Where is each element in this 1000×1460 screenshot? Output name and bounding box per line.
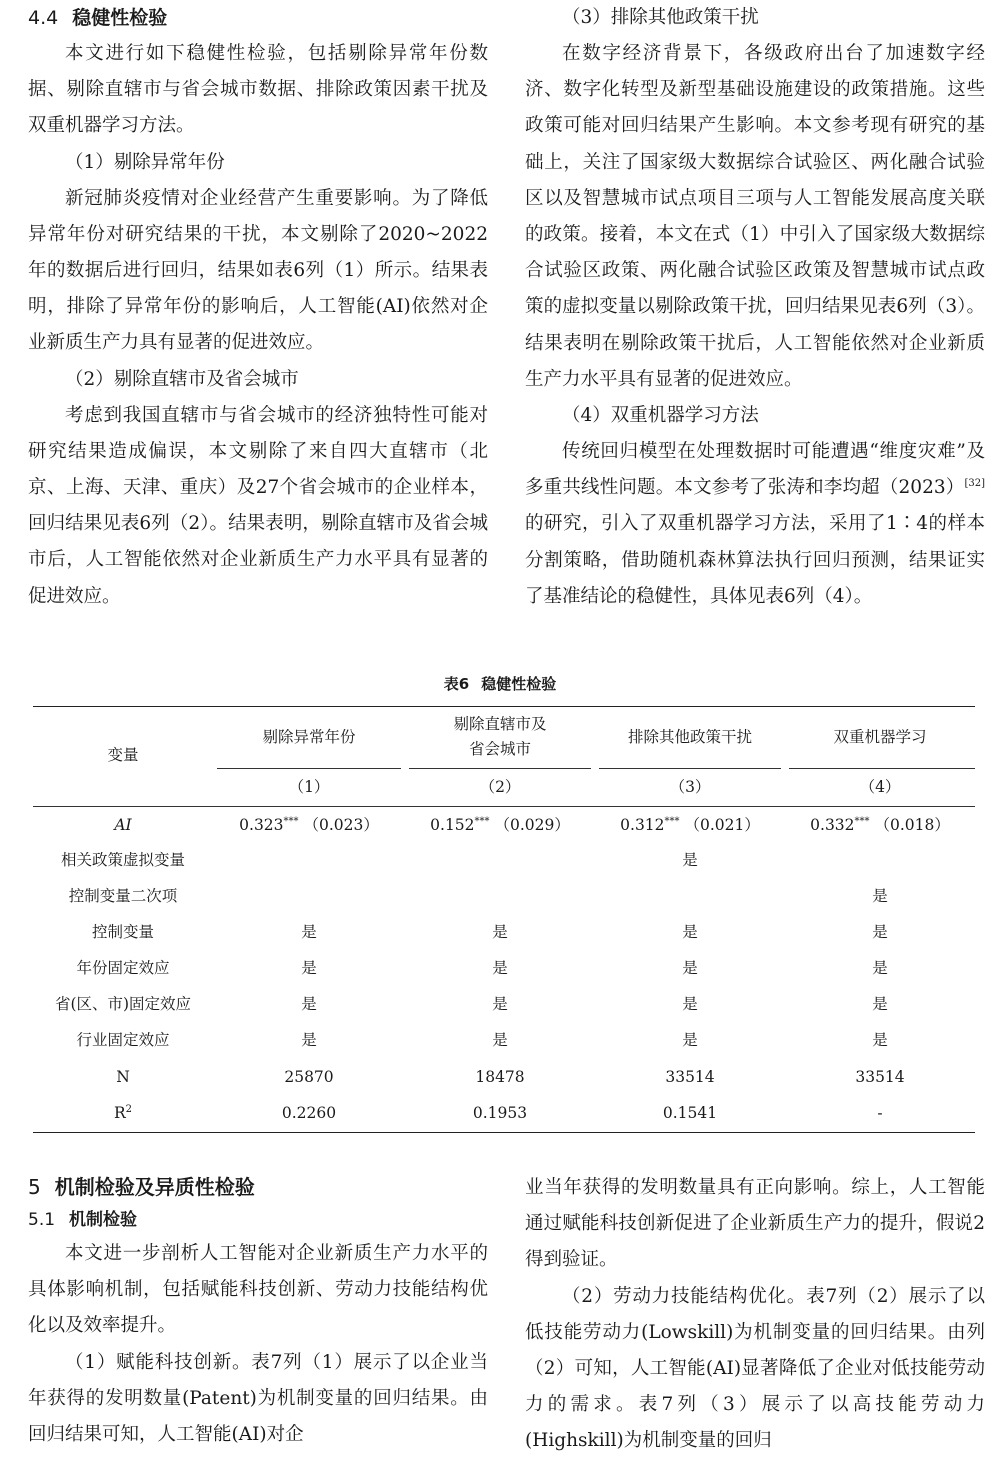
table-cell: 是 — [492, 923, 508, 941]
table-col-num-4: （4） — [859, 778, 901, 796]
table-ai-cell-3: 0.312*** （0.021） — [620, 815, 760, 834]
table-cell: - — [877, 1104, 883, 1122]
table-col-num-2: （2） — [479, 778, 521, 796]
intro-paragraph: 本文进行如下稳健性检验，包括剔除异常年份数据、剔除直辖市与省会城市数据、排除政策因素干扰及双重机器学习方法。 — [28, 43, 488, 137]
table-ai-cell-1: 0.323*** （0.023） — [239, 815, 379, 834]
table-col-num-3: （3） — [669, 778, 711, 796]
table-row-r2-label: $R^2$ — [113, 1103, 133, 1122]
table-ai-cell-2: 0.152*** （0.029） — [430, 815, 570, 834]
table-cell: 0.2260 — [281, 1104, 337, 1122]
table-row-label: 行业固定效应 — [76, 1031, 170, 1049]
right-column-top — [525, 0, 985, 615]
table-col-header-2: 剔除直辖市及 — [453, 715, 547, 733]
table-row-label: 控制变量 — [91, 923, 154, 941]
subheading-4: （4）双重机器学习方法 — [562, 405, 759, 427]
table-cell: 是 — [682, 851, 698, 869]
table-cell: 是 — [682, 995, 698, 1013]
table-col-header-3: 排除其他政策干扰 — [627, 728, 752, 746]
table-cell: 是 — [492, 959, 508, 977]
col-header-underline-3 — [599, 768, 781, 769]
table-cell: 25870 — [284, 1068, 334, 1086]
subheading-2: （2）剔除直辖市及省会城市 — [65, 368, 299, 390]
section-heading-5: 5 机制检验及异质性检验 — [28, 1175, 255, 1199]
table-cell: 是 — [872, 887, 888, 905]
mechanism-paragraph-1-cont: 业当年获得的发明数量具有正向影响。综上，人工智能通过赋能科技创新促进了企业新质生产力的提升，假说2得到验证。 — [525, 1177, 985, 1271]
col-header-underline-1 — [217, 768, 401, 769]
paragraph-4: 传统回归模型在处理数据时可能遭遇“维度灾难”及多重共线性问题。本文参考了张涛和李均超（2023）[32]的研究，引入了双重机器学习方法，采用了1∶4的样本分割策略，借助随机森林算法执行回归预测，结果证实了基准结论的稳健性，具体见表6列（4）。 — [525, 441, 985, 607]
col-header-underline-4 — [789, 768, 975, 769]
table-cell: 是 — [301, 1031, 317, 1049]
table-cell: 33514 — [855, 1068, 905, 1086]
table-cell: 是 — [872, 1031, 888, 1049]
section-heading-4-4: 4.4 稳健性检验 — [28, 7, 168, 29]
table-cell: 是 — [682, 1031, 698, 1049]
subheading-1: （1）剔除异常年份 — [65, 151, 225, 173]
table-cell: 是 — [492, 1031, 508, 1049]
mechanism-paragraph-1: （1）赋能科技创新。表7列（1）展示了以企业当年获得的发明数量(Patent)为机制变量的回归结果。由回归结果可知，人工智能(AI)对企 — [28, 1351, 488, 1446]
table-cell: 是 — [872, 995, 888, 1013]
table-cell: 是 — [872, 959, 888, 977]
table-cell: 33514 — [665, 1068, 715, 1086]
table-cell: 0.1541 — [662, 1104, 718, 1122]
table-bottom-rule — [33, 1132, 975, 1133]
table-cell: 是 — [301, 923, 317, 941]
left-column-top — [28, 0, 488, 615]
table-cell: 是 — [492, 995, 508, 1013]
table-row-label: 年份固定效应 — [76, 959, 170, 977]
table-cell: 是 — [682, 923, 698, 941]
section-heading-5-1: 5.1 机制检验 — [28, 1210, 138, 1230]
right-column-bottom — [525, 1170, 985, 1460]
table-row-label: 省(区、市)固定效应 — [54, 995, 192, 1013]
table-row-label: 控制变量二次项 — [68, 887, 178, 905]
table-cell: 是 — [872, 923, 888, 941]
table-row-ai-label: AI — [114, 816, 132, 834]
table-col-header-1: 剔除异常年份 — [262, 728, 356, 746]
table-cell: 18478 — [475, 1068, 525, 1086]
table-row-label: N — [116, 1068, 130, 1086]
col-header-underline-2 — [409, 768, 591, 769]
paragraph-2: 考虑到我国直辖市与省会城市的经济独特性可能对研究结果造成偏误，本文剔除了来自四大直辖市（北京、上海、天津、重庆）及27个省会城市的企业样本，回归结果见表6列（2）。结果表明，剔除直辖市及省会城市后，人工智能依然对企业新质生产力水平具有显著的促进效应。 — [28, 404, 488, 607]
left-column-bottom — [28, 1170, 488, 1453]
table-row-label: 相关政策虚拟变量 — [60, 851, 185, 869]
subheading-3: （3）排除其他政策干扰 — [562, 7, 759, 28]
table-col-header-4: 双重机器学习 — [833, 728, 927, 746]
table-cell: 0.1953 — [472, 1104, 528, 1122]
paragraph-1: 新冠肺炎疫情对企业经营产生重要影响。为了降低异常年份对研究结果的干扰，本文剔除了2020~2022年的数据后进行回归，结果如表6列（1）所示。结果表明，排除了异常年份的影响后，人工智能(AI)依然对企业新质生产力具有显著的促进效应。 — [28, 187, 488, 354]
mechanism-intro-paragraph: 本文进一步剖析人工智能对企业新质生产力水平的具体影响机制，包括赋能科技创新、劳动力技能结构优化以及效率提升。 — [28, 1243, 488, 1337]
table-top-rule — [33, 706, 975, 707]
citation-ref: [32] — [964, 478, 985, 490]
table-cell: 是 — [301, 995, 317, 1013]
table-cell: 是 — [682, 959, 698, 977]
table-col-num-1: （1） — [288, 778, 330, 796]
table-cell: 是 — [301, 959, 317, 977]
table-ai-cell-4: 0.332*** （0.018） — [810, 815, 950, 834]
table-caption: 表6 稳健性检验 — [443, 675, 557, 693]
table-header-rule — [33, 806, 975, 807]
mechanism-paragraph-2: （2）劳动力技能结构优化。表7列（2）展示了以低技能劳动力(Lowskill)为机制变量的回归结果。由列（2）可知，人工智能(AI)显著降低了企业对低技能劳动力的需求。表7列（3）展示了以高技能劳动力(Highskill)为机制变量的回归 — [525, 1285, 985, 1452]
table-var-header: 变量 — [107, 746, 139, 764]
paragraph-3: 在数字经济背景下，各级政府出台了加速数字经济、数字化转型及新型基础设施建设的政策措施。这些政策可能对回归结果产生影响。本文参考现有研究的基础上，关注了国家级大数据综合试验区、两化融合试验区以及智慧城市试点项目三项与人工智能发展高度关联的政策。接着，本文在式（1）中引入了国家级大数据综合试验区政策、两化融合试验区政策及智慧城市试点政策的虚拟变量以剔除政策干扰，回归结果见表6列（3）。结果表明在剔除政策干扰后，人工智能依然对企业新质生产力水平具有显著的促进效应。 — [525, 43, 985, 390]
table-col-header-2-line2: 省会城市 — [468, 740, 531, 758]
